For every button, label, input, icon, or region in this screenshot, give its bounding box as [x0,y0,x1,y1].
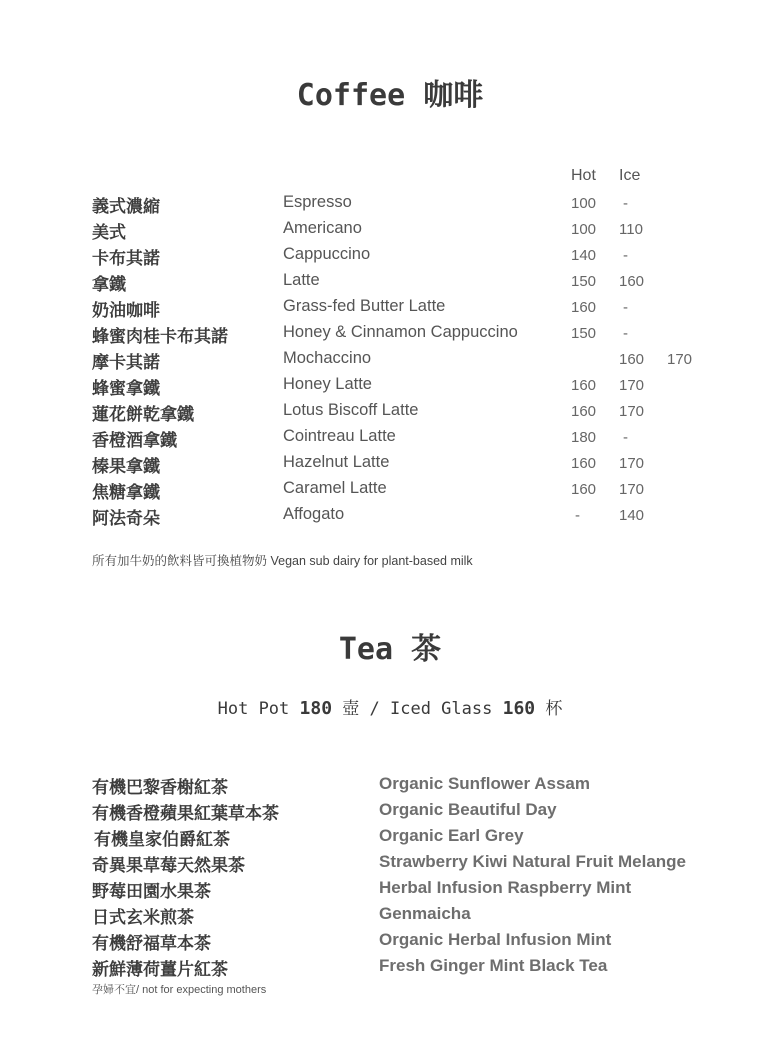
coffee-item-zh: 蜂蜜拿鐵 [92,379,160,399]
tea-item-en: Fresh Ginger Mint Black Tea [379,956,608,975]
coffee-item-en: Grass-fed Butter Latte [283,297,446,315]
coffee-item-zh: 美式 [92,223,126,243]
coffee-item-ice-price: 170 [619,455,645,472]
tea-pricing-line [0,694,780,719]
coffee-item-ice-price: 160 [619,273,645,290]
coffee-item-hot-price: 160 [571,403,597,420]
coffee-item-en: Honey & Cinnamon Cappuccino [283,323,518,341]
coffee-item-en: Mochaccino [283,349,372,367]
coffee-item-ice-price: 170 [619,403,645,420]
pot-label: Hot Pot [217,699,290,719]
coffee-item-ice-price: 170 [619,377,645,394]
coffee-item-hot-price: 160 [571,377,597,394]
tea-item-zh: 野莓田園水果茶 [92,882,211,902]
tea-item-zh: 有機皇家伯爵紅茶 [94,830,230,850]
coffee-item-hot-price: 100 [571,195,597,212]
pregnancy-warning-note: 孕婦不宜/ not for expecting mothers [92,984,267,996]
coffee-item-hot-price: - [575,507,580,524]
tea-item-zh: 有機舒福草本茶 [92,934,211,954]
ice-column-header: Ice [619,167,641,184]
coffee-item-ice-price: - [623,299,628,316]
coffee-section-title: Coffee 咖啡 [296,78,484,113]
coffee-item-zh: 義式濃縮 [92,197,160,217]
tea-item-en: Organic Sunflower Assam [379,774,590,793]
tea-item-zh: 新鮮薄荷薑片紅茶 [92,960,228,980]
coffee-item-hot-price: 150 [571,273,597,290]
coffee-item-hot-price: 140 [571,247,597,264]
coffee-item-extra-price: 170 [667,351,693,368]
coffee-item-ice-price: 140 [619,507,645,524]
coffee-item-en: Affogato [283,505,345,523]
tea-item-en: Strawberry Kiwi Natural Fruit Melange [379,852,687,871]
coffee-item-en: Americano [283,219,362,237]
coffee-item-ice-price: 110 [619,221,643,238]
coffee-item-ice-price: - [623,325,628,342]
tea-item-en: Herbal Infusion Raspberry Mint [379,878,632,897]
tea-item-zh: 奇異果草莓天然果茶 [92,856,245,876]
coffee-item-en: Cappuccino [283,245,371,263]
coffee-item-zh: 焦糖拿鐵 [92,483,160,503]
tea-item-zh: 有機香橙蘋果紅葉草本茶 [92,804,279,824]
coffee-item-en: Honey Latte [283,375,372,393]
coffee-item-ice-price: - [623,429,628,446]
coffee-item-zh: 榛果拿鐵 [92,457,160,477]
pot-price: 180 [299,698,333,719]
tea-item-en: Organic Earl Grey [379,826,524,845]
coffee-item-zh: 阿法奇朵 [92,509,160,529]
coffee-item-hot-price: 160 [571,299,597,316]
tea-item-zh: 日式玄米煎茶 [92,908,194,928]
coffee-item-hot-price: 160 [571,455,597,472]
hot-column-header: Hot [571,167,596,184]
coffee-item-zh: 拿鐵 [92,275,126,295]
pot-unit: 壺 / Iced Glass [342,699,493,719]
tea-item-en: Organic Beautiful Day [379,800,557,819]
coffee-item-hot-price: 180 [571,429,597,446]
glass-price: 160 [502,698,536,719]
coffee-item-ice-price: - [623,195,628,212]
coffee-item-ice-price: - [623,247,628,264]
coffee-item-en: Cointreau Latte [283,427,396,445]
tea-item-en: Organic Herbal Infusion Mint [379,930,612,949]
glass-unit: 杯 [545,699,563,719]
coffee-item-ice-price: 160 [619,351,645,368]
coffee-item-en: Hazelnut Latte [283,453,390,471]
coffee-item-en: Lotus Biscoff Latte [283,401,419,419]
tea-item-en: Genmaicha [379,904,471,923]
coffee-item-hot-price: 160 [571,481,597,498]
coffee-item-zh: 奶油咖啡 [92,301,160,321]
tea-item-zh: 有機巴黎香榭紅茶 [92,778,228,798]
tea-section-title: Tea 茶 [338,632,442,667]
plant-milk-note: 所有加牛奶的飲料皆可換植物奶 Vegan sub dairy for plant-based milk [92,554,473,568]
coffee-item-en: Caramel Latte [283,479,387,497]
coffee-item-zh: 香橙酒拿鐵 [92,431,177,451]
coffee-item-zh: 蜂蜜肉桂卡布其諾 [92,327,228,347]
coffee-item-zh: 蓮花餅乾拿鐵 [92,405,194,425]
coffee-item-zh: 摩卡其諾 [92,353,160,373]
coffee-item-zh: 卡布其諾 [92,249,160,269]
coffee-item-en: Espresso [283,193,352,211]
coffee-item-en: Latte [283,271,320,289]
coffee-item-hot-price: 150 [571,325,597,342]
coffee-item-hot-price: 100 [571,221,597,238]
coffee-item-ice-price: 170 [619,481,645,498]
